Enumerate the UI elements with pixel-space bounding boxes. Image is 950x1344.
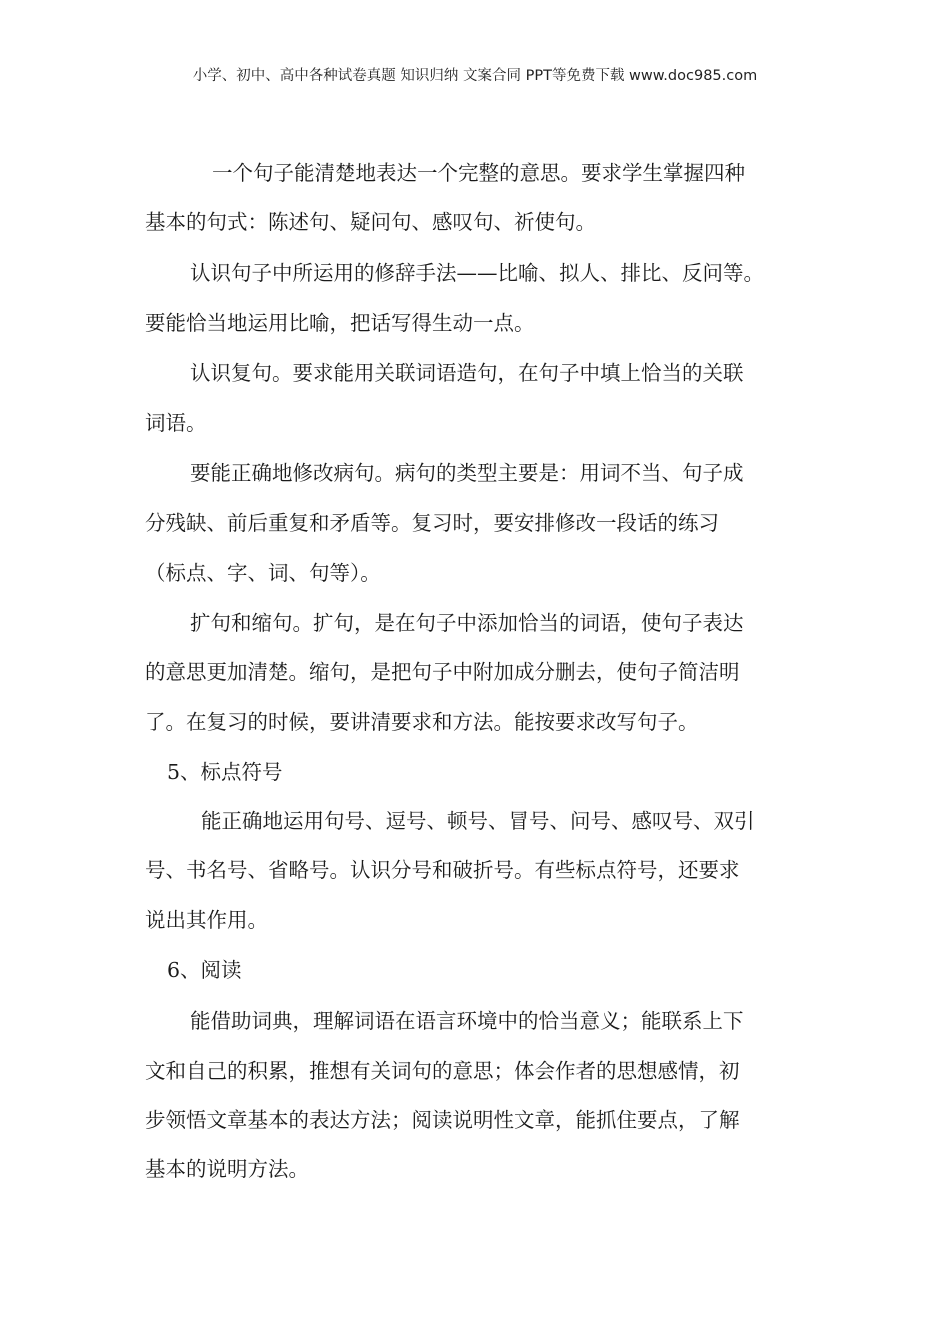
section-heading: 5、标点符号 [167,760,283,784]
text-line: （标点、字、词、句等）。 [145,561,381,585]
text-line: 要能恰当地运用比喻，把话写得生动一点。 [145,311,535,335]
text-line: 扩句和缩句。扩句，是在句子中添加恰当的词语，使句子表达 [190,611,744,635]
text-line: 词语。 [145,411,207,435]
text-line: 步领悟文章基本的表达方法；阅读说明性文章，能抓住要点，了解 [145,1108,740,1132]
section-heading: 6、阅读 [167,958,242,982]
text-line: 分残缺、前后重复和矛盾等。复习时，要安排修改一段话的练习 [145,511,719,535]
text-line: 说出其作用。 [145,908,268,932]
text-line: 认识复句。要求能用关联词语造句，在句子中填上恰当的关联 [190,361,744,385]
text-line: 能借助词典，理解词语在语言环境中的恰当意义；能联系上下 [190,1009,744,1033]
text-line: 了。在复习的时候，要讲清要求和方法。能按要求改写句子。 [145,710,699,734]
text-line: 要能正确地修改病句。病句的类型主要是：用词不当、句子成 [190,461,744,485]
text-line: 一个句子能清楚地表达一个完整的意思。要求学生掌握四种 [212,161,745,185]
text-line: 号、书名号、省略号。认识分号和破折号。有些标点符号，还要求 [145,858,740,882]
text-line: 文和自己的积累，推想有关词句的意思；体会作者的思想感情，初 [145,1059,740,1083]
text-line: 基本的说明方法。 [145,1157,309,1181]
text-line: 认识句子中所运用的修辞手法——比喻、拟人、排比、反问等。 [190,261,764,285]
text-line: 基本的句式：陈述句、疑问句、感叹句、祈使句。 [145,210,596,234]
text-line: 的意思更加清楚。缩句，是把句子中附加成分删去，使句子简洁明 [145,660,740,684]
text-line: 能正确地运用句号、逗号、顿号、冒号、问号、感叹号、双引 [201,809,755,833]
page-header-banner: 小学、初中、高中各种试卷真题 知识归纳 文案合同 PPT等免费下载 www.doc985.com [192,68,758,84]
